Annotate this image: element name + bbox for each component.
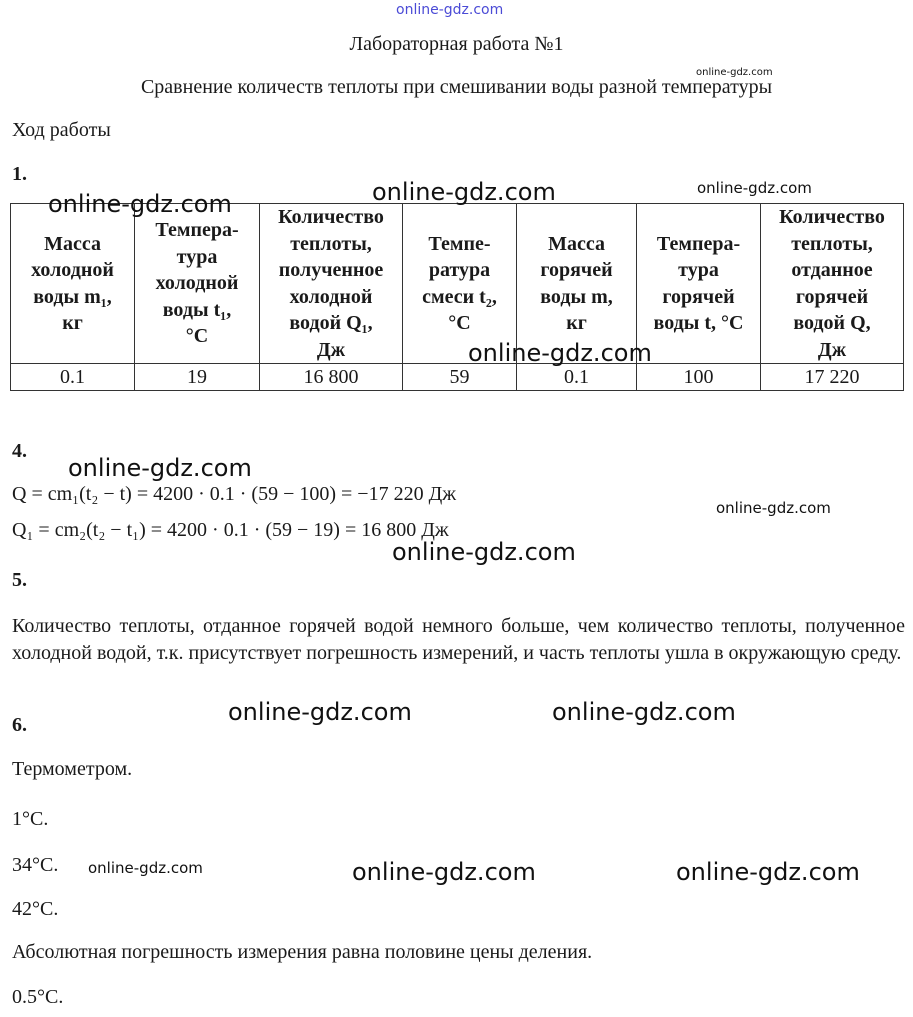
- formula-heat-received: Q₁ = cm₂(t₂ − t₁) = 4200 · 0.1 · (59 − 19) = 16 800 Дж: [12, 519, 449, 541]
- table-row: [11, 364, 904, 391]
- page-subtitle: Сравнение количеств теплоты при смешивании воды разной температуры: [140, 76, 773, 98]
- watermark: online-gdz.com: [88, 859, 203, 877]
- watermark: online-gdz.com: [676, 858, 860, 886]
- watermark: online-gdz.com: [372, 178, 556, 206]
- header-cold-water-mass: Масса холодной воды m₁, кг: [11, 204, 135, 364]
- answer-temperature-2: 42°С.: [12, 898, 59, 920]
- watermark: online-gdz.com: [392, 538, 576, 566]
- watermark: online-gdz.com: [228, 698, 412, 726]
- step-1-number: 1.: [12, 163, 27, 185]
- table-header-row: [11, 204, 904, 364]
- cell-mixture-temperature: 59: [403, 364, 517, 391]
- cell-hot-water-temperature: 100: [637, 364, 761, 391]
- header-hot-water-mass: Масса горячей воды m, кг: [517, 204, 637, 364]
- header-heat-received: Количество теплоты, полученное холодной водой Q₁, Дж: [260, 204, 403, 364]
- page-title: Лабораторная работа №1: [349, 33, 564, 55]
- answer-instrument: Термометром.: [12, 758, 133, 780]
- header-heat-given: Количество теплоты, отданное горячей водой Q, Дж: [761, 204, 904, 364]
- header-cold-water-temperature: Темпера- тура холодной воды t₁, °С: [135, 204, 260, 364]
- answer-temperature-1: 34°С.: [12, 854, 59, 876]
- watermark: online-gdz.com: [696, 67, 773, 78]
- step-5-number: 5.: [12, 569, 27, 591]
- cell-heat-given: 17 220: [761, 364, 904, 391]
- step-5-text: Количество теплоты, отданное горячей водой немного больше, чем количество теплоты, полученное холодной водой, т.к. присутствует погрешность измерений, и часть теплоты ушла в окружающую среду.: [12, 615, 905, 664]
- section-heading: Ход работы: [12, 119, 111, 141]
- watermark: online-gdz.com: [716, 499, 831, 517]
- cell-cold-water-temperature: 19: [135, 364, 260, 391]
- watermark: online-gdz.com: [48, 190, 232, 218]
- watermark: online-gdz.com: [697, 179, 812, 197]
- watermark: online-gdz.com: [468, 339, 652, 367]
- header-hot-water-temperature: Темпера- тура горячей воды t, °С: [637, 204, 761, 364]
- watermark: online-gdz.com: [552, 698, 736, 726]
- cell-cold-water-mass: 0.1: [11, 364, 135, 391]
- watermark: online-gdz.com: [352, 858, 536, 886]
- formula-heat-given: Q = cm₁(t₂ − t) = 4200 · 0.1 · (59 − 100) = −17 220 Дж: [12, 483, 457, 505]
- step-4-number: 4.: [12, 440, 27, 462]
- answer-absolute-error: 0.5°С.: [12, 986, 64, 1008]
- watermark: online-gdz.com: [68, 454, 252, 482]
- cell-hot-water-mass: 0.1: [517, 364, 637, 391]
- step-6-number: 6.: [12, 714, 27, 736]
- answer-absolute-error-rule: Абсолютная погрешность измерения равна половине цены деления.: [12, 941, 593, 963]
- header-mixture-temperature: Темпе- ратура смеси t₂, °С: [403, 204, 517, 364]
- header-watermark: online-gdz.com: [396, 2, 504, 18]
- results-table: [10, 203, 904, 391]
- answer-scale-division: 1°С.: [12, 808, 49, 830]
- cell-heat-received: 16 800: [260, 364, 403, 391]
